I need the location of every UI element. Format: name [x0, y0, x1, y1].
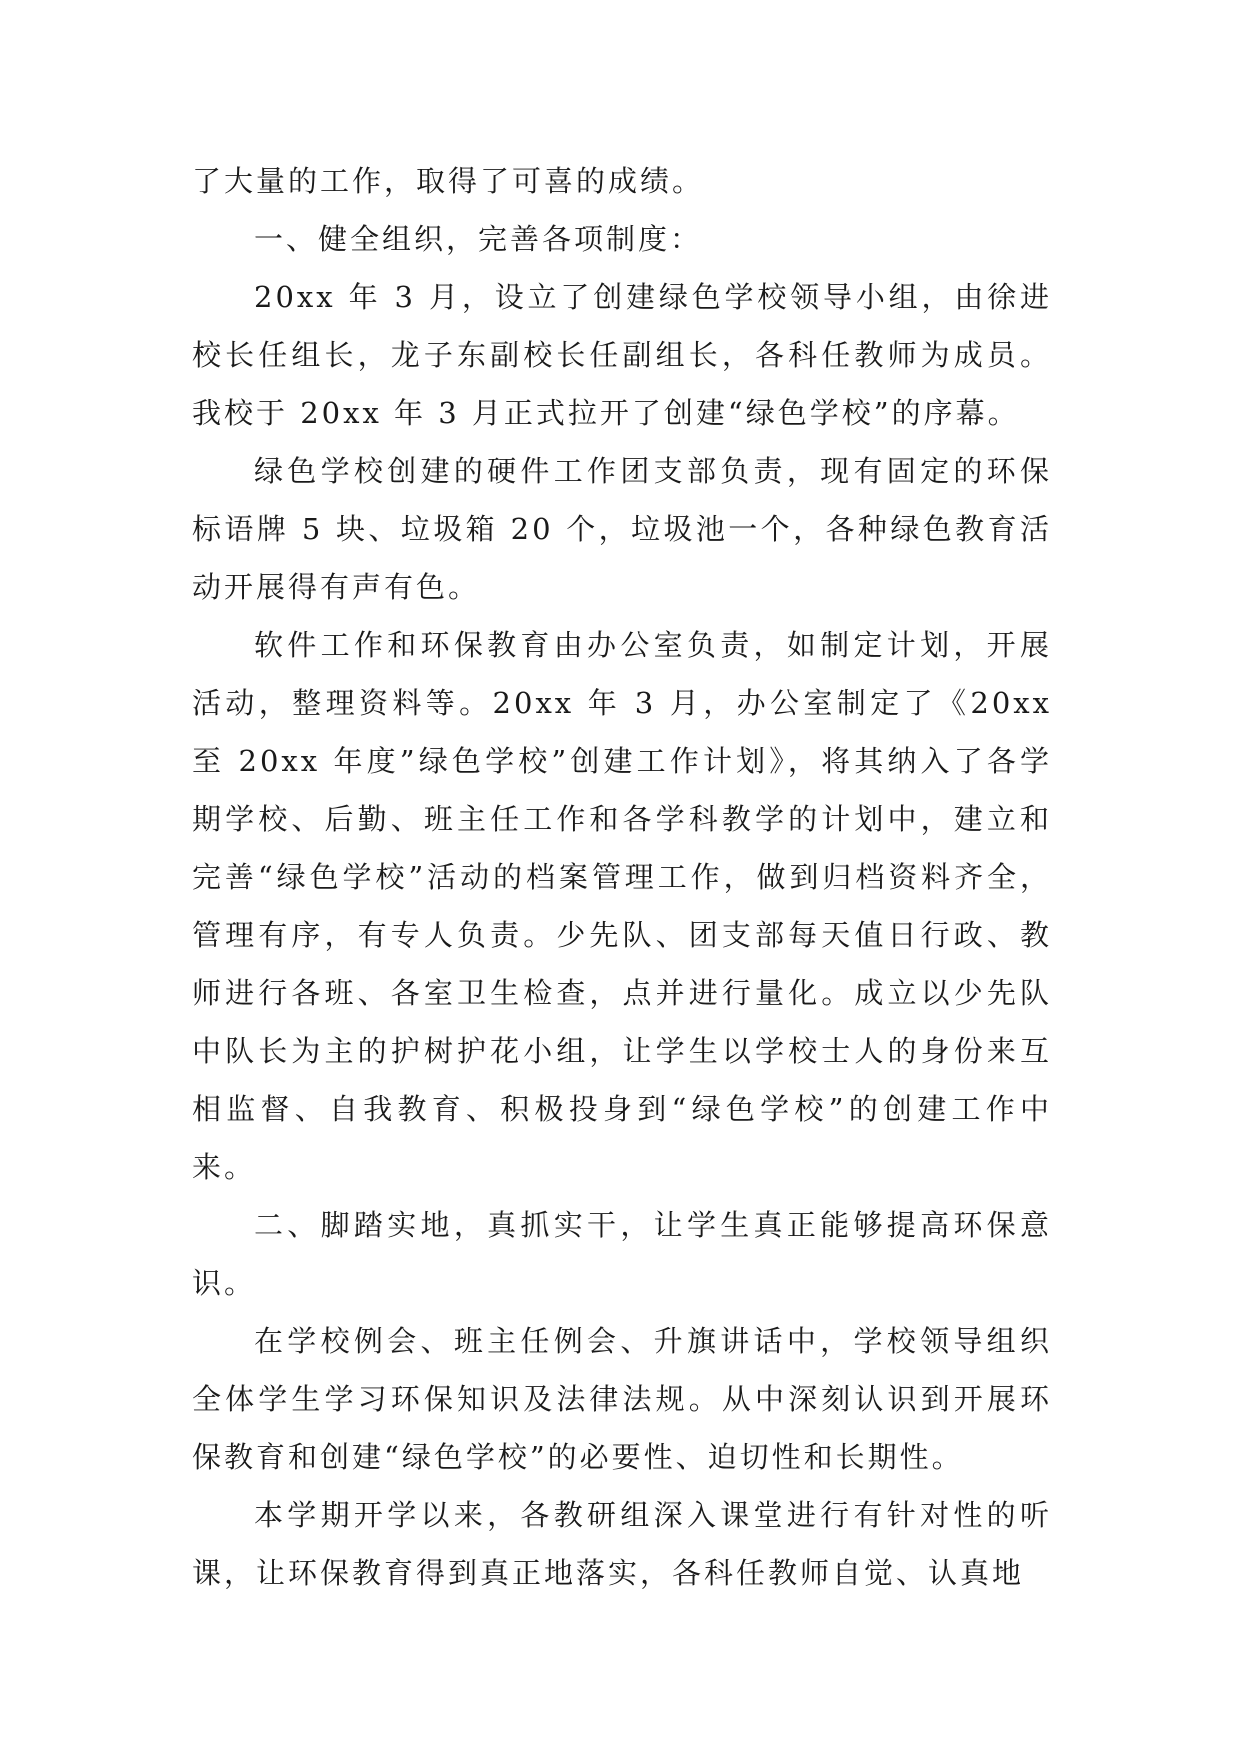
section-heading-1: 一、健全组织，完善各项制度：: [254, 222, 703, 256]
paragraph-hardware-work: 绿色学校创建的硬件工作团支部负责，现有固定的环保标语牌 5 块、垃圾箱 20 个，垃圾池一个，各种绿色教育活动开展得有声有色。: [192, 454, 1052, 604]
paragraph-teaching-research: 本学期开学以来，各教研组深入课堂进行有针对性的听课，让环保教育得到真正地落实，各科任教师自觉、认真地: [192, 1498, 1052, 1590]
paragraph-leadership-group: 20xx 年 3 月，设立了创建绿色学校领导小组，由徐进校长任组长，龙子东副校长任副组长，各科任教师为成员。我校于 20xx 年 3 月正式拉开了创建“绿色学校”的序幕。: [192, 280, 1052, 430]
document-body: [192, 152, 1052, 1602]
paragraph-meetings: 在学校例会、班主任例会、升旗讲话中，学校领导组织全体学生学习环保知识及法律法规。从中深刻认识到开展环保教育和创建“绿色学校”的必要性、迫切性和长期性。: [192, 1324, 1052, 1474]
paragraph-software-work: 软件工作和环保教育由办公室负责，如制定计划，开展活动，整理资料等。20xx 年 3 月，办公室制定了《20xx 至 20xx 年度”绿色学校”创建工作计划》，将其纳入了各学期学校、后勤、班主任工作和各学科教学的计划中，建立和完善“绿色学校”活动的档案管理工作，做到归档资料齐全，管理有序，有专人负责。少先队、团支部每天值日行政、教师进行各班、各室卫生检查，点并进行量化。成立以少先队中队长为主的护树护花小组，让学生以学校士人的身份来互相监督、自我教育、积极投身到“绿色学校”的创建工作中来。: [192, 628, 1052, 1184]
section-heading-2: 二、脚踏实地，真抓实干，让学生真正能够提高环保意识。: [192, 1208, 1052, 1300]
paragraph-continuation: 了大量的工作，取得了可喜的成绩。: [192, 164, 705, 198]
